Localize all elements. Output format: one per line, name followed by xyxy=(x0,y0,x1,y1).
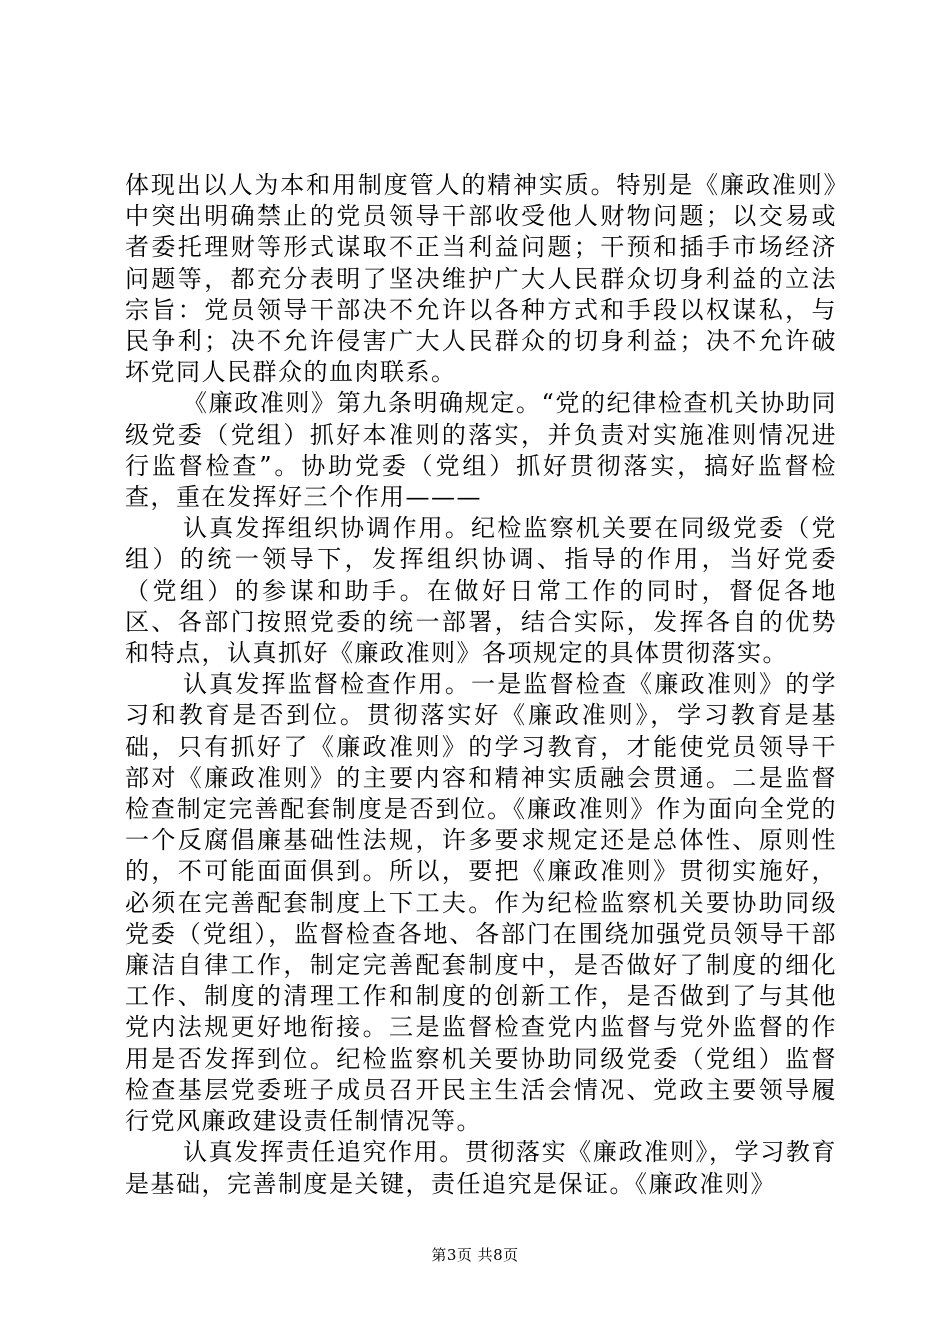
page-footer: 第3页 共8页 xyxy=(431,1246,519,1264)
paragraph: 认真发挥监督检查作用。一是监督检查《廉政准则》的学习和教育是否到位。贯彻落实好《廉政准则》，学习教育是基础，只有抓好了《廉政准则》的学习教育，才能使党员领导干部对《廉政准则》的主要内容和精神实质融会贯通。二是监督检查制定完善配套制度是否到位。《廉政准则》作为面向全党的一个反腐倡廉基础性法规，许多要求规定还是总体性、原则性的，不可能面面俱到。所以，要把《廉政准则》贯彻实施好，必须在完善配套制度上下工夫。作为纪检监察机关要协助同级党委（党组），监督检查各地、各部门在围绕加强党员领导干部廉洁自律工作，制定完善配套制度中，是否做好了制度的细化工作、制度的清理工作和制度的创新工作，是否做到了与其他党内法规更好地衔接。三是监督检查党内监督与党外监督的作用是否发挥到位。纪检监察机关要协助同级党委（党组）监督检查基层党委班子成员召开民主生活会情况、党政主要领导履行党风廉政建设责任制情况等。 xyxy=(125,670,837,1136)
paragraph: 认真发挥责任追究作用。贯彻落实《廉政准则》，学习教育是基础，完善制度是关键，责任追究是保证。《廉政准则》 xyxy=(125,1138,837,1198)
paragraph: 认真发挥组织协调作用。纪检监察机关要在同级党委（党组）的统一领导下，发挥组织协调、指导的作用，当好党委（党组）的参谋和助手。在做好日常工作的同时，督促各地区、各部门按照党委的统一部署，结合实际，发挥各自的优势和特点，认真抓好《廉政准则》各项规定的具体贯彻落实。 xyxy=(125,514,837,668)
paragraph: 体现出以人为本和用制度管人的精神实质。特别是《廉政准则》中突出明确禁止的党员领导干部收受他人财物问题；以交易或者委托理财等形式谋取不正当利益问题；干预和插手市场经济问题等，都充分表明了坚决维护广大人民群众切身利益的立法宗旨：党员领导干部决不允许以各种方式和手段以权谋私，与民争利；决不允许侵害广大人民群众的切身利益；决不允许破坏党同人民群众的血肉联系。 xyxy=(125,171,837,387)
document-body xyxy=(125,170,837,1200)
paragraph: 《廉政准则》第九条明确规定。“党的纪律检查机关协助同级党委（党组）抓好本准则的落实，并负责对实施准则情况进行监督检查”。协助党委（党组）抓好贯彻落实，搞好监督检查，重在发挥好三个作用——— xyxy=(125,389,837,512)
